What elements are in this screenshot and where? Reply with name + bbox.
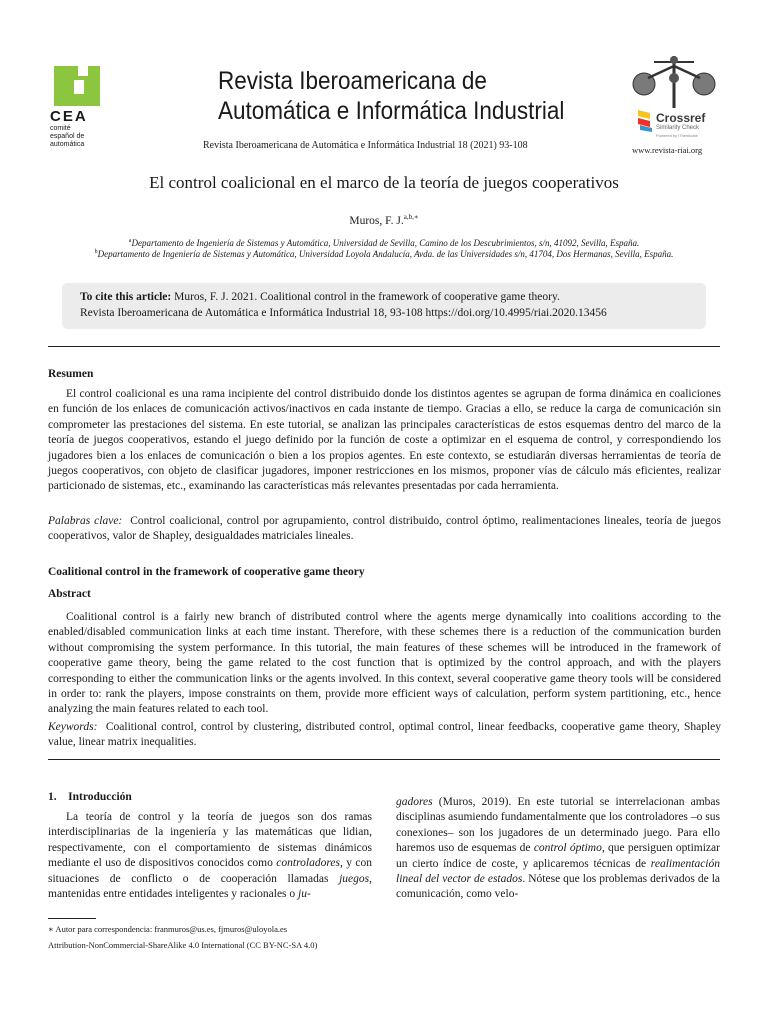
- crossref-name: Crossref: [656, 111, 706, 125]
- crossref-logo-icon: [638, 110, 654, 132]
- affiliation-b: $^b$Departamento de Ingeniería de Sistemas y Automática, Universidad Loyola Andalucía, Avda. de las Universidades s/n, 41704, Dos Hermanas, Sevilla, España.: [94, 249, 674, 259]
- intro-right-column: gadores (Muros, 2019). En este tutorial se interrelacionan ambas disciplinas asumiendo fundamentalmente que los controladores –o sus conexiones– son los jugadores de un determinado juego. Para ello haremos uso de esquemas de control óptimo, que persiguen optimizar un cierto índice de coste, y aplicaremos técnicas de realimentación lineal del vector de estados. Nótese que los problemas derivados de la comunicación, como velo-: [396, 796, 720, 901]
- palabras-clave: Palabras clave: Control coalicional, control por agrupamiento, control distribuido, control óptimo, realimentaciones lineales, teoría de juegos cooperativos, valor de Shapley, desigualdades matriciales lineales.: [48, 515, 722, 543]
- english-title: Coalitional control in the framework of cooperative game theory: [48, 566, 365, 578]
- crossref-powered-by: Powered by iThenticate: [656, 133, 698, 138]
- resumen-text: El control coalicional es una rama incipiente del control distribuido donde los distintos agentes se agrupan de forma dinámica en coaliciones en función de los enlaces de comunicación activos/inactivos en cada instante de tiempo. Gracias a ello, se reduce la carga de comunicación sin comprometer las prestaciones del sistema. En este tutorial, se analizan las principales características de estos esquemas dentro del marco de la teoría de juegos cooperativos, estando el juego definido por la función de coste a optimizar en el esquema de control, y correspondiendo los jugadores bien a los enlaces de comunicación o bien a los propios agentes. En este contexto, se estudiarán diversas herramientas de teoría de juegos cooperativos, con objeto de clasificar jugadores, imponer restricciones en los mismos, proponer vías de cálculo más eficientes, realizar particionado de sistemas, etc., examinando las características más relevantes presentadas por cada herramienta.: [48, 388, 721, 493]
- section-heading-intro: 1. Introducción: [48, 791, 132, 803]
- footnote-corresponding: ∗ Autor para correspondencia: franmuros@us.es, fjmuros@uloyola.es: [48, 924, 288, 934]
- abstract-heading: Abstract: [48, 588, 91, 600]
- journal-emblem-icon: [630, 52, 718, 110]
- cea-logo-text: CEA: [50, 108, 88, 125]
- keywords: Keywords: Coalitional control, control by clustering, distributed control, optimal control, linear feedbacks, cooperative game theory, Shapley value, linear matrix inequalities.: [48, 721, 722, 749]
- journal-title: Revista Iberoamericana de Automática e Informática Industrial: [218, 67, 565, 125]
- footnote-divider: [48, 918, 96, 919]
- resumen-heading: Resumen: [48, 368, 94, 380]
- bottom-divider: [48, 759, 720, 760]
- abstract-text: Coalitional control is a fairly new branch of distributed control where the agents merge dynamically into coalitions according to the enabled/disabled communication links at each time instant. Therefore, with these schemes there is a reduction of the communication burden without compromising the system performance. In this tutorial, the main features of these schemes will be introduced in the framework of cooperative game theory, being the game related to the cost function that is optimized by the control approach, and with the players corresponding to either the communication links or the agents involved. In this context, several cooperative game theory tools will be considered in order to: rank the players, impose constraints on them, provide more efficient ways of calculation, perform system partitioning, etc., hence analyzing the main features related to each tool.: [48, 611, 721, 716]
- footnote-license: Attribution-NonCommercial-ShareAlike 4.0 International (CC BY-NC-SA 4.0): [48, 940, 318, 950]
- journal-reference: Revista Iberoamericana de Automática e Informática Industrial 18 (2021) 93-108: [203, 140, 528, 151]
- affiliation-a: $^a$Departamento de Ingeniería de Sistemas y Automática, Universidad de Sevilla, Camino de los Descubrimientos, s/n, 41092, Sevilla, España.: [128, 238, 640, 248]
- site-url[interactable]: www.revista-riai.org: [632, 145, 703, 155]
- citation-text: To cite this article: Muros, F. J. 2021. Coalitional control in the framework of cooperative game theory. Revista Iberoamericana de Automática e Informática Industrial 18, 93-108 https://doi.org/10.4995/riai.2020.13456: [80, 291, 607, 319]
- intro-left-column: La teoría de control y la teoría de juegos son dos ramas interdisciplinarias de la ingeniería y las matemáticas que lidian, respectivamente, con el comportamiento de sistemas dinámicos mediante el uso de dispositivos conocidos como controladores, y con situaciones de conflicto o de cooperación llamadas juegos, mantenidas entre entidades inteligentes y racionales o ju-: [48, 811, 372, 901]
- author-line: Muros, F. J.$^{a,b,∗}$: [349, 213, 419, 227]
- paper-title: El control coalicional en el marco de la teoría de juegos cooperativos: [149, 173, 619, 192]
- crossref-subtitle: Similarity Check: [656, 125, 700, 131]
- top-divider: [48, 346, 720, 347]
- cea-subtitle: comité español de automática: [50, 125, 85, 148]
